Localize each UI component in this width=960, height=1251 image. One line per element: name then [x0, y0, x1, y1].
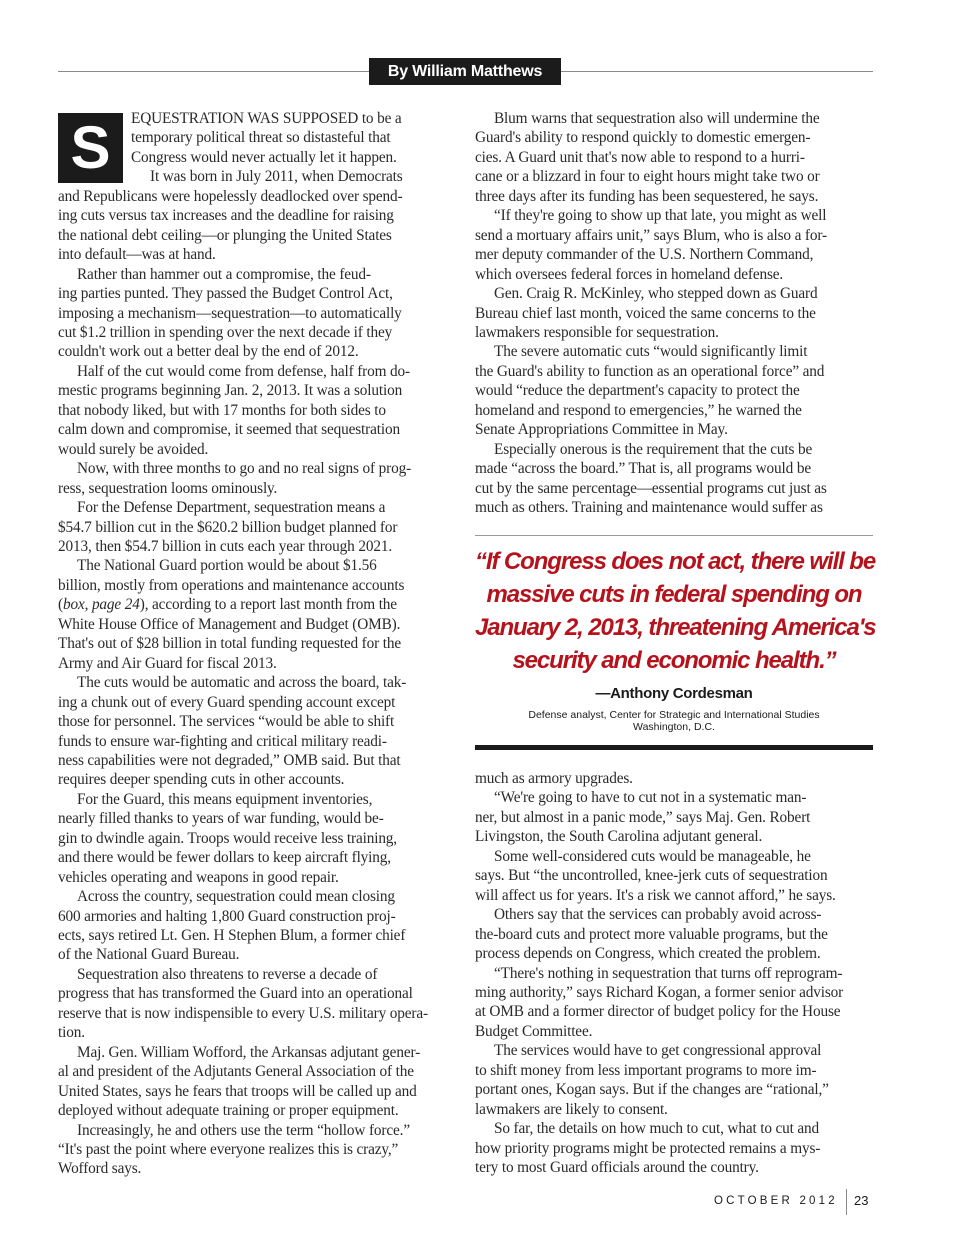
article-text-line: Bureau chief last month, voiced the same concerns to the — [475, 304, 816, 322]
article-text-line: “There's nothing in sequestration that turns off reprogram- — [494, 964, 843, 982]
article-text-line: homeland and respond to emergencies,” he warned the — [475, 401, 802, 419]
article-text-line: much as others. Training and maintenance would suffer as — [475, 499, 823, 517]
article-text-line: ner, but almost in a panic mode,” says Maj. Gen. Robert — [475, 808, 811, 826]
article-text-line: cut by the same percentage—essential programs cut just as — [475, 479, 827, 497]
article-text-line: much as armory upgrades. — [475, 770, 633, 787]
article-text-line: those for personnel. The services “would be able to shift — [58, 713, 395, 731]
article-text-line: process depends on Congress, which created the problem. — [475, 945, 821, 963]
article-text-line: requires deeper spending cuts in other accounts. — [58, 771, 345, 789]
article-text-line: The cuts would be automatic and across the board, tak- — [77, 674, 407, 692]
article-text-line: Senate Appropriations Committee in May. — [475, 421, 728, 439]
article-text-line: made “across the board.” That is, all programs would be — [475, 460, 811, 478]
page-number: 23 — [854, 1193, 869, 1208]
article-text-line: vehicles operating and weapons in good repair. — [58, 868, 339, 886]
article-text-line: imposing a mechanism—sequestration—to automatically — [58, 304, 402, 322]
article-text-line: “If they're going to show up that late, you might as well — [494, 207, 827, 225]
article-text-line: “We're going to have to cut not in a systematic man- — [494, 789, 807, 807]
pull-quote-text — [475, 545, 876, 677]
article-text-line: into default—was at hand. — [58, 246, 216, 264]
article-text-line: ness capabilities were not degraded,” OMB said. But that — [58, 751, 401, 769]
article-text-line: three days after its funding has been sequestered, he says. — [475, 187, 819, 205]
article-text-line: will affect us for years. It's a risk we cannot afford,” he says. — [475, 886, 836, 904]
article-text-line: The severe automatic cuts “would significantly limit — [494, 343, 808, 361]
article-text-line: Budget Committee. — [475, 1022, 593, 1040]
article-text-line: Across the country, sequestration could mean closing — [77, 888, 395, 906]
article-text-line: that nobody liked, but with 17 months for both sides to — [58, 401, 386, 419]
pull-quote-line: January 2, 2013, threatening America's — [475, 614, 876, 641]
article-text-line: That's out of $28 billion in total funding requested for the — [58, 635, 401, 653]
article-text-line: ming authority,” says Richard Kogan, a former senior advisor — [475, 983, 844, 1001]
article-text-line: of the National Guard Bureau. — [58, 946, 240, 964]
article-text-line: Half of the cut would come from defense, half from do- — [77, 362, 410, 380]
article-text-line: the-board cuts and protect more valuable programs, but the — [475, 925, 828, 943]
article-text-line: ing parties punted. They passed the Budget Control Act, — [58, 285, 393, 303]
article-column-right-top — [475, 109, 875, 518]
article-text-line: Wofford says. — [58, 1160, 142, 1178]
article-text-line: tery to most Guard officials around the country. — [475, 1159, 759, 1177]
article-text-line: lawmakers responsible for sequestration. — [475, 323, 719, 341]
article-text-line: “It's past the point where everyone realizes this is crazy,” — [58, 1141, 399, 1159]
pull-quote-role — [475, 709, 873, 733]
article-text-line: Army and Air Guard for fiscal 2013. — [58, 654, 277, 672]
article-text-line: couldn't work out a better deal by the end of 2012. — [58, 343, 359, 361]
drop-cap: S — [58, 113, 123, 183]
article-text-line: Congress would never actually let it happen. — [131, 148, 397, 166]
article-text-line: EQUESTRATION WAS SUPPOSED to be a — [131, 110, 402, 127]
article-text-line: mestic programs beginning Jan. 2, 2013. It was a solution — [58, 382, 403, 400]
article-text-line: and there would be fewer dollars to keep aircraft flying, — [58, 849, 391, 867]
article-text-line: Increasingly, he and others use the term “hollow force.” — [77, 1121, 410, 1139]
article-text-line: ects, says retired Lt. Gen. H Stephen Blum, a former chief — [58, 927, 406, 945]
article-text-line: For the Defense Department, sequestration means a — [77, 499, 386, 517]
article-text-line: would “reduce the department's capacity to protect the — [475, 382, 800, 400]
article-text-line: lawmakers are likely to consent. — [475, 1100, 668, 1118]
article-text-line: billion, mostly from operations and maintenance accounts — [58, 576, 405, 594]
article-text-line: progress that has transformed the Guard into an operational — [58, 985, 413, 1003]
article-text-line: nearly filled thanks to years of war funding, would be- — [58, 810, 384, 828]
article-text-line: send a mortuary affairs unit,” says Blum, who is also a for- — [475, 226, 827, 244]
article-text-line: temporary political threat so distasteful that — [131, 129, 391, 147]
article-text-line: 600 armories and halting 1,800 Guard construction proj- — [58, 907, 396, 925]
pull-quote-bottom-rule — [475, 745, 873, 750]
article-text-line: Guard's ability to respond quickly to domestic emergen- — [475, 129, 811, 147]
article-text-line: Sequestration also threatens to reverse a decade of — [77, 965, 378, 983]
article-text-line: cut $1.2 trillion in spending over the next decade if they — [58, 323, 393, 341]
article-text-line: which oversees federal forces in homeland defense. — [475, 265, 784, 283]
article-text-line: White House Office of Management and Budget (OMB). — [58, 615, 401, 633]
article-text-line: calm down and compromise, it seemed that sequestration — [58, 421, 400, 439]
pull-quote-role-line: Defense analyst, Center for Strategic and International Studies — [528, 709, 820, 721]
article-column-left — [58, 109, 458, 1179]
article-text-line: would surely be avoided. — [58, 440, 209, 458]
article-text-line: Livingston, the South Carolina adjutant general. — [475, 828, 763, 846]
byline: By William Matthews — [369, 58, 561, 85]
article-text-line: cies. A Guard unit that's now able to respond to a hurri- — [475, 148, 805, 166]
article-text-line: and Republicans were hopelessly deadlocked over spend- — [58, 187, 403, 205]
article-text-line: ing a chunk out of every Guard spending account except — [58, 693, 396, 711]
article-text-line: portant ones, Kogan says. But if the changes are “rational,” — [475, 1081, 829, 1099]
article-text-line: Now, with three months to go and no real signs of prog- — [77, 460, 412, 478]
pull-quote-line: “If Congress does not act, there will be — [475, 548, 876, 575]
article-text-line: Rather than hammer out a compromise, the feud- — [77, 265, 371, 283]
folio-month: OCTOBER 2012 — [714, 1195, 838, 1207]
pull-quote-role-line: Washington, D.C. — [633, 721, 715, 733]
article-text-line: reserve that is now indispensible to every U.S. military opera- — [58, 1004, 428, 1022]
article-text-line: deployed without adequate training or proper equipment. — [58, 1102, 399, 1120]
article-text-line: at OMB and a former director of budget policy for the House — [475, 1003, 841, 1021]
pull-quote-line: massive cuts in federal spending on — [486, 581, 862, 608]
article-text-line: funds to ensure war-fighting and critical military readi- — [58, 732, 387, 750]
article-text-line: says. But “the uncontrolled, knee-jerk cuts of sequestration — [475, 867, 828, 885]
article-text-line: gin to dwindle again. Troops would receive less training, — [58, 829, 397, 847]
article-text-line: 2013, then $54.7 billion in cuts each year through 2021. — [58, 537, 393, 555]
pull-quote-top-rule — [475, 535, 873, 536]
article-text-line: Gen. Craig R. McKinley, who stepped down as Guard — [494, 285, 818, 303]
article-text-line: Maj. Gen. William Wofford, the Arkansas adjutant gener- — [77, 1043, 421, 1061]
article-text-line: the Guard's ability to function as an operational force” and — [475, 362, 825, 380]
article-text-line: ress, sequestration looms ominously. — [58, 479, 278, 497]
article-text-line: For the Guard, this means equipment inventories, — [77, 790, 373, 808]
article-text-line: $54.7 billion cut in the $620.2 billion budget planned for — [58, 518, 398, 536]
article-text-line: al and president of the Adjutants General Association of the — [58, 1063, 414, 1081]
article-text-line: (box, page 24), according to a report last month from the — [58, 596, 397, 614]
article-text-line: mer deputy commander of the U.S. Northern Command, — [475, 246, 814, 264]
article-text-line: Others say that the services can probably avoid across- — [494, 906, 822, 924]
article-text-line: The services would have to get congressional approval — [494, 1042, 822, 1060]
article-column-right-bottom — [475, 769, 875, 1178]
article-text-line: United States, says he fears that troops will be called up and — [58, 1082, 417, 1100]
article-text-line: the national debt ceiling—or plunging the United States — [58, 226, 392, 244]
article-text-line: The National Guard portion would be about $1.56 — [77, 557, 377, 575]
pull-quote-author: —Anthony Cordesman — [595, 685, 753, 702]
article-text-line: how priority programs might be protected remains a mys- — [475, 1139, 821, 1157]
article-text-line: Blum warns that sequestration also will undermine the — [494, 110, 820, 127]
article-text-line: ing cuts versus tax increases and the deadline for raising — [58, 207, 394, 225]
article-text-line: It was born in July 2011, when Democrats — [150, 168, 403, 186]
article-text-line: Some well-considered cuts would be manageable, he — [494, 847, 811, 865]
pull-quote-line: security and economic health.” — [512, 647, 836, 674]
article-text-line: So far, the details on how much to cut, what to cut and — [494, 1120, 820, 1138]
article-text-line: to shift money from less important programs to more im- — [475, 1061, 817, 1079]
article-text-line: Especially onerous is the requirement that the cuts be — [494, 440, 813, 458]
article-text-line: cane or a blizzard in four to eight hours might take two or — [475, 168, 820, 186]
folio-divider — [846, 1189, 847, 1215]
article-text-line: tion. — [58, 1024, 85, 1042]
